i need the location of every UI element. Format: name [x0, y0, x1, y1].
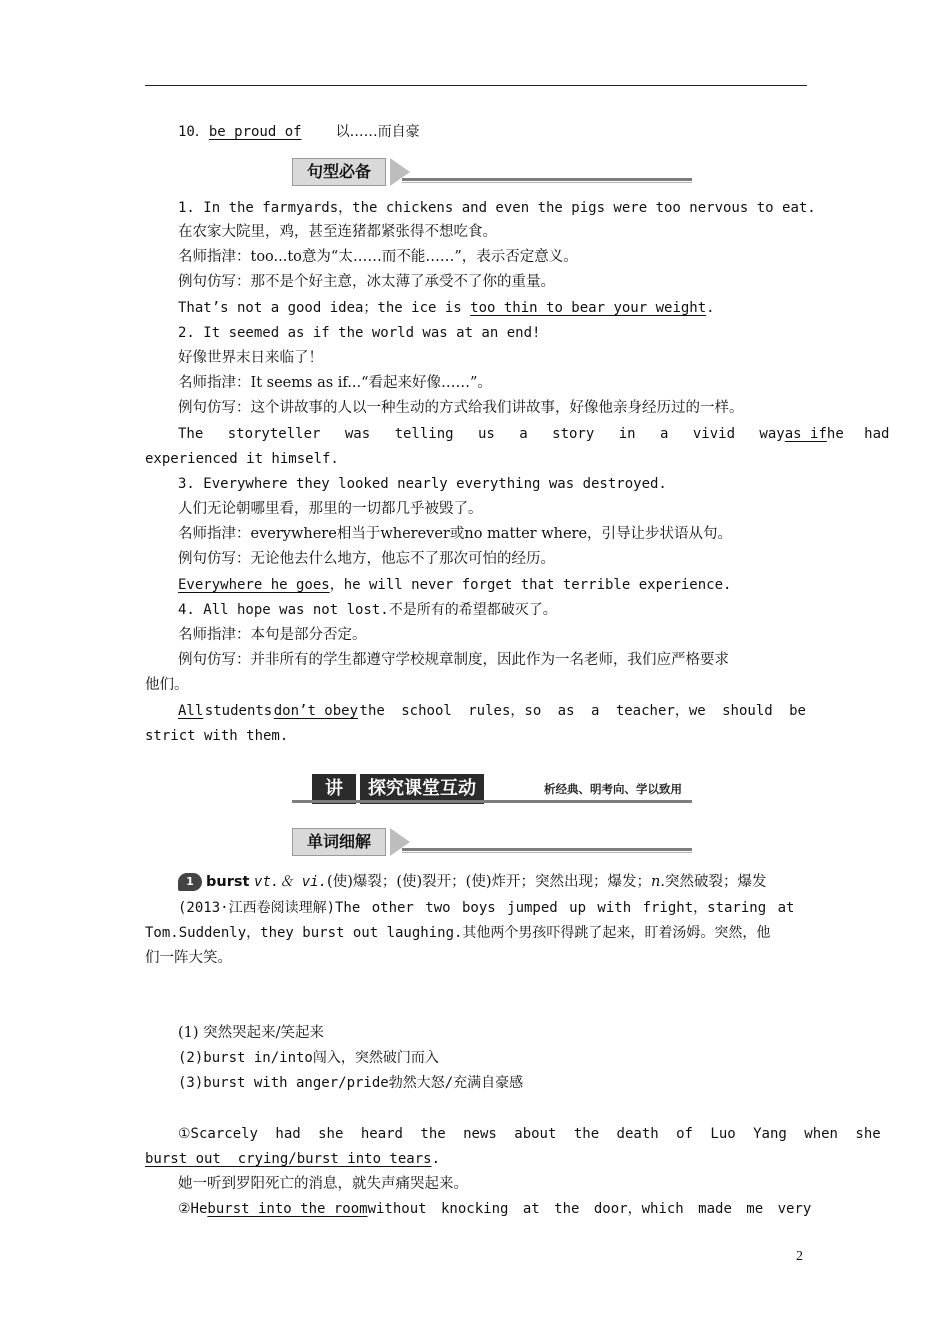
sentence-4-example-zh-1: 例句仿写：并非所有的学生都遵守学校规章制度，因此作为一名老师，我们应严格要求 — [178, 652, 729, 668]
answer-underline: don’t obey — [273, 703, 359, 719]
section-banner-words — [292, 828, 692, 856]
item-phrase: be proud of — [208, 124, 302, 140]
banner-label: 单词细解 — [292, 828, 386, 856]
item-10 — [178, 122, 420, 142]
word-example-1: (2013·江西卷阅读理解)The other two boys jumped up with fright，staring at — [178, 900, 795, 916]
header-rule — [145, 85, 807, 86]
answer-underline: Everywhere he goes — [178, 577, 330, 593]
answer-underline: burst into the room — [207, 1201, 368, 1217]
definitions-noun: 突然破裂；爆发 — [664, 874, 767, 890]
answer-underline: All — [178, 703, 204, 719]
banner-bar — [402, 178, 692, 181]
practice-1-a: ①Scarcely had she heard the news about the death of Luo Yang when she — [178, 1126, 881, 1142]
example-text: without knocking at the door，which made me very — [367, 1201, 812, 1217]
banner-title: 探究课堂互动 — [360, 774, 484, 804]
phrase-1: (1) 突然哭起来/笑起来 — [178, 1025, 325, 1041]
sentence-4-en: 4. All hope was not lost.不是所有的希望都破灭了。 — [178, 602, 557, 618]
sentence-1-zh: 在农家大院里，鸡，甚至连猪都紧张得不想吃食。 — [178, 224, 497, 240]
banner-tag: 讲 — [312, 774, 356, 804]
item-number: 10． — [178, 124, 209, 140]
sentence-3-example-en — [178, 575, 731, 595]
sentence-2-example-en-2: experienced it himself. — [145, 451, 339, 467]
sentence-2-tip: 名师指津：It seems as if...“看起来好像……”。 — [178, 375, 492, 391]
sentence-2-example-zh: 例句仿写：这个讲故事的人以一种生动的方式给我们讲故事，好像他亲身经历过的一样。 — [178, 400, 744, 416]
sentence-1-tip: 名师指津：too...to意为“太……而不能……”，表示否定意义。 — [178, 249, 578, 265]
answer-underline: as if — [784, 426, 827, 442]
section-banner-sentences — [292, 158, 692, 186]
phrase-2: (2)burst in/into闯入，突然破门而入 — [178, 1050, 439, 1066]
sentence-4-example-en-2: strict with them. — [145, 728, 289, 744]
item-meaning: 以……而自豪 — [335, 124, 420, 140]
example-text: ②He — [178, 1201, 208, 1217]
word-example-3: 们一阵大笑。 — [145, 950, 232, 966]
word-entry — [178, 872, 766, 892]
example-text: . — [706, 300, 715, 316]
word-example-2: Tom.Suddenly，they burst out laughing.其他两个男孩吓得跳了起来，盯着汤姆。突然，他 — [145, 925, 771, 941]
sentence-3-en: 3. Everywhere they looked nearly everything was destroyed. — [178, 476, 667, 492]
sentence-4-tip: 名师指津：本句是部分否定。 — [178, 627, 367, 643]
page-number: 2 — [796, 1249, 803, 1264]
definitions: (使)爆裂；(使)裂开；(使)炸开；突然出现；爆发； — [327, 874, 651, 890]
banner-subtitle: 析经典、明考向、学以致用 — [544, 782, 682, 796]
sentence-3-zh: 人们无论朝哪里看，那里的一切都几乎被毁了。 — [178, 501, 483, 517]
practice-1-zh: 她一听到罗阳死亡的消息，就失声痛哭起来。 — [178, 1176, 468, 1192]
example-text: the school rules，so as a teacher，we should be — [359, 703, 806, 719]
example-text: students — [204, 703, 273, 719]
sentence-1-example-en — [178, 298, 715, 318]
number-badge-icon: 1 — [178, 873, 202, 891]
sentence-2-zh: 好像世界末日来临了！ — [178, 350, 323, 366]
practice-2 — [178, 1199, 812, 1219]
sentence-3-example-zh: 例句仿写：无论他去什么地方，他忘不了那次可怕的经历。 — [178, 551, 555, 567]
example-text: . — [431, 1151, 441, 1167]
example-text: That’s not a good idea；the ice is — [178, 300, 471, 316]
banner-bar-thin — [402, 852, 692, 853]
sentence-1-en: 1. In the farmyards，the chickens and even the pigs were too nervous to eat. — [178, 200, 816, 216]
sentence-3-tip: 名师指津：everywhere相当于wherever或no matter where，引导让步状语从句。 — [178, 526, 733, 542]
part-of-speech: vt.＆ vi. — [254, 874, 328, 890]
answer-underline: crying/burst into tears — [237, 1151, 432, 1167]
sentence-4-example-zh-2: 他们。 — [145, 677, 189, 693]
example-text: The storyteller was telling us a story in a vivid way — [178, 426, 785, 442]
answer-gap — [221, 1151, 238, 1167]
sentence-4-example-en-1 — [178, 701, 806, 721]
banner-bar — [292, 800, 692, 803]
section-banner-classroom — [312, 774, 692, 802]
example-text: ，he will never forget that terrible experience. — [329, 577, 732, 593]
banner-bar — [402, 848, 692, 851]
part-of-speech-noun: n. — [651, 874, 665, 890]
sentence-2-example-en-1 — [178, 424, 890, 444]
headword: burst — [206, 874, 250, 890]
phrase-3: (3)burst with anger/pride勃然大怒/充满自豪感 — [178, 1075, 524, 1091]
answer-underline: burst out — [145, 1151, 221, 1167]
practice-1-b — [145, 1149, 440, 1169]
example-text: he had — [826, 426, 890, 442]
answer-underline: too thin to bear your weight — [470, 300, 707, 316]
sentence-1-example-zh: 例句仿写：那不是个好主意，冰太薄了承受不了你的重量。 — [178, 274, 555, 290]
sentence-2-en: 2. It seemed as if the world was at an end! — [178, 325, 541, 341]
banner-bar-thin — [402, 182, 692, 183]
banner-label: 句型必备 — [292, 158, 386, 186]
